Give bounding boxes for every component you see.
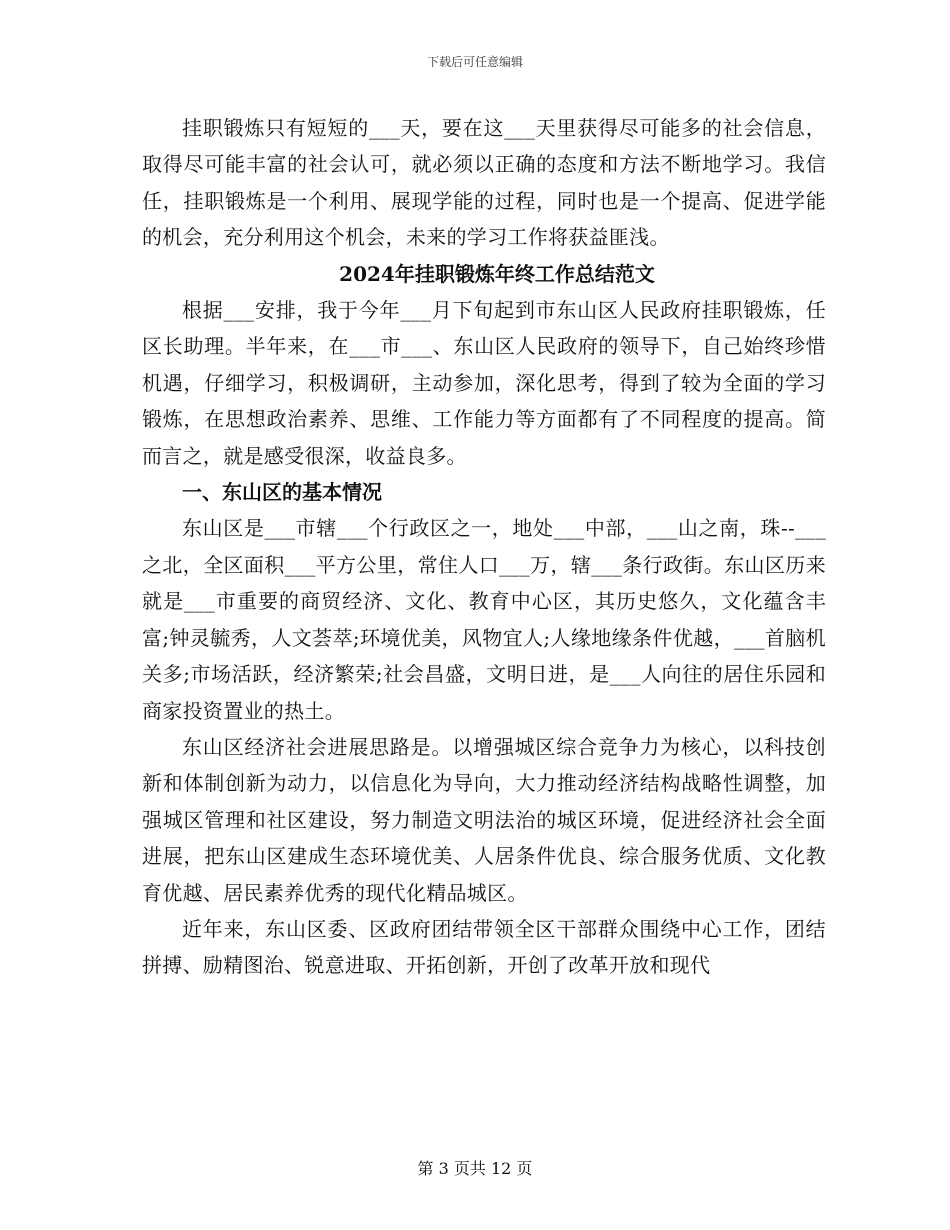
document-title: 2024年挂职锻炼年终工作总结范文 [339,261,655,286]
page-footer: 第 3 页共 12 页 [417,1159,533,1178]
paragraph-4: 近年来，东山区委、区政府团结带领全区干部群众围绕中心工作，团结拼搏、励精图治、锐意进取、开拓创新，开创了改革开放和现代 [142,916,826,978]
section-1-heading: 一、东山区的基本情况 [182,480,382,505]
header-note: 下载后可任意编辑 [426,55,523,69]
paragraph-2: 东山区是___市辖___个行政区之一，地处___中部，___山之南，珠--___之北，全区面积___平方公里，常住人口___万，辖___条行政街。东山区历来就是___市重要的商贸经济、文化、教育中心区，其历史悠久，文化蕴含丰富;钟灵毓秀，人文荟萃;环境优美，风物宜人;人缘地缘条件优越，___首脑机关多;市场活跃，经济繁荣;社会昌盛，文明日进，是___人向往的居住乐园和商家投资置业的热土。 [142,516,826,723]
paragraph-3: 东山区经济社会进展思路是。以增强城区综合竞争力为核心，以科技创新和体制创新为动力，以信息化为导向，大力推动经济结构战略性调整，加强城区管理和社区建设，努力制造文明法治的城区环境，促进经济社会全面进展，把东山区建成生态环境优美、人居条件优良、综合服务优质、文化教育优越、居民素养优秀的现代化精品城区。 [142,734,826,905]
paragraph-1: 根据___安排，我于今年___月下旬起到市东山区人民政府挂职锻炼，任区长助理。半年来，在___市___、东山区人民政府的领导下，自己始终珍惜机遇，仔细学习，积极调研，主动参加，深化思考，得到了较为全面的学习锻炼，在思想政治素养、思维、工作能力等方面都有了不同程度的提高。简而言之，就是感受很深，收益良多。 [142,298,826,468]
intro-paragraph: 挂职锻炼只有短短的___天，要在这___天里获得尽可能多的社会信息，取得尽可能丰富的社会认可，就必须以正确的态度和方法不断地学习。我信任，挂职锻炼是一个利用、展现学能的过程，同时也是一个提高、促进学能的机会，充分利用这个机会，未来的学习工作将获益匪浅。 [142,116,826,250]
document-body [142,110,826,984]
